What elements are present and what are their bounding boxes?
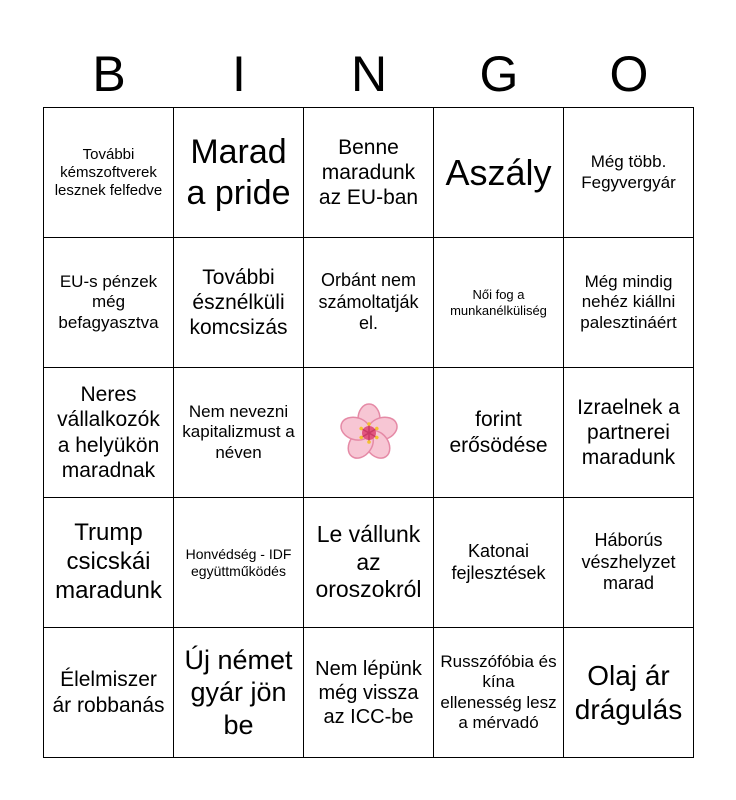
bingo-cell-text: Élelmiszer ár robbanás (52, 668, 165, 717)
bingo-cell-text: Nem lépünk még vissza az ICC-be (315, 657, 422, 728)
bingo-cell[interactable] (564, 498, 694, 628)
bingo-cell-text: Russzófóbia és kína ellenesség lesz a mérvadó (440, 651, 557, 732)
header-letter-n: N (350, 46, 388, 102)
bingo-cell[interactable] (434, 628, 564, 758)
header-letter-b: B (92, 46, 126, 102)
bingo-cell[interactable] (434, 108, 564, 238)
bingo-cell-text: Marad a pride (186, 132, 291, 212)
bingo-cell[interactable] (174, 628, 304, 758)
header-letter-g: G (479, 46, 519, 102)
bingo-cell-text: Még mindig nehéz kiállni palesztináért (580, 271, 677, 332)
bingo-cell[interactable] (174, 108, 304, 238)
header-letter-o: O (609, 46, 649, 102)
bingo-cell[interactable] (564, 368, 694, 498)
bingo-header (44, 40, 694, 108)
bingo-cell-free[interactable] (304, 368, 434, 498)
bingo-cell-text: Katonai fejlesztések (451, 540, 546, 583)
bingo-cell-text: Izraelnek a partnerei maradunk (577, 395, 680, 470)
bingo-cell-text: Olaj ár drágulás (574, 659, 683, 725)
bingo-cell-text: forint erősödése (449, 408, 548, 457)
header-letter-i: I (232, 46, 246, 102)
bingo-cell[interactable] (44, 498, 174, 628)
bingo-cell[interactable] (174, 238, 304, 368)
bingo-cell-text: Le vállunk az oroszokról (315, 521, 422, 603)
bingo-cell-text: Neres vállalkozók a helyükön maradnak (57, 383, 160, 482)
bingo-cell[interactable] (44, 238, 174, 368)
bingo-cell[interactable] (434, 498, 564, 628)
bingo-cell-text: Trump csicskái maradunk (55, 519, 162, 604)
bingo-cell[interactable] (304, 108, 434, 238)
bingo-cell-text: Honvédség - IDF együttműködés (185, 545, 292, 579)
bingo-cell[interactable] (44, 628, 174, 758)
bingo-cell[interactable] (304, 238, 434, 368)
bingo-cell[interactable] (304, 628, 434, 758)
bingo-cell-text: Még több. Fegyvergyár (581, 152, 676, 192)
bingo-cell[interactable] (434, 238, 564, 368)
bingo-cell-text: Orbánt nem számoltatják el. (318, 270, 419, 334)
bingo-cell-text: Benne maradunk az EU-ban (318, 135, 419, 210)
bingo-cell-text: EU-s pénzek még befagyasztva (58, 271, 159, 332)
bingo-cell[interactable] (44, 108, 174, 238)
bingo-cell[interactable] (564, 628, 694, 758)
bingo-cell[interactable] (434, 368, 564, 498)
bingo-grid (43, 107, 694, 758)
bingo-cell-text: Nem nevezni kapitalizmust a néven (182, 401, 295, 462)
bingo-cell[interactable] (304, 498, 434, 628)
cherry-blossom-icon (336, 400, 402, 466)
bingo-cell[interactable] (44, 368, 174, 498)
bingo-cell-text: További kémszoftverek lesznek felfedve (54, 145, 163, 199)
bingo-cell[interactable] (174, 498, 304, 628)
bingo-cell-text: Új német gyár jön be (184, 644, 293, 740)
bingo-cell-text: Aszály (445, 151, 552, 193)
bingo-cell[interactable] (564, 238, 694, 368)
bingo-cell[interactable] (564, 108, 694, 238)
bingo-cell-text: Háborús vészhelyzet marad (581, 530, 676, 594)
bingo-cell-text: További észnélküli komcsizás (189, 265, 288, 340)
bingo-cell[interactable] (174, 368, 304, 498)
bingo-cell-text: Női fog a munkanélküliség (450, 286, 547, 318)
